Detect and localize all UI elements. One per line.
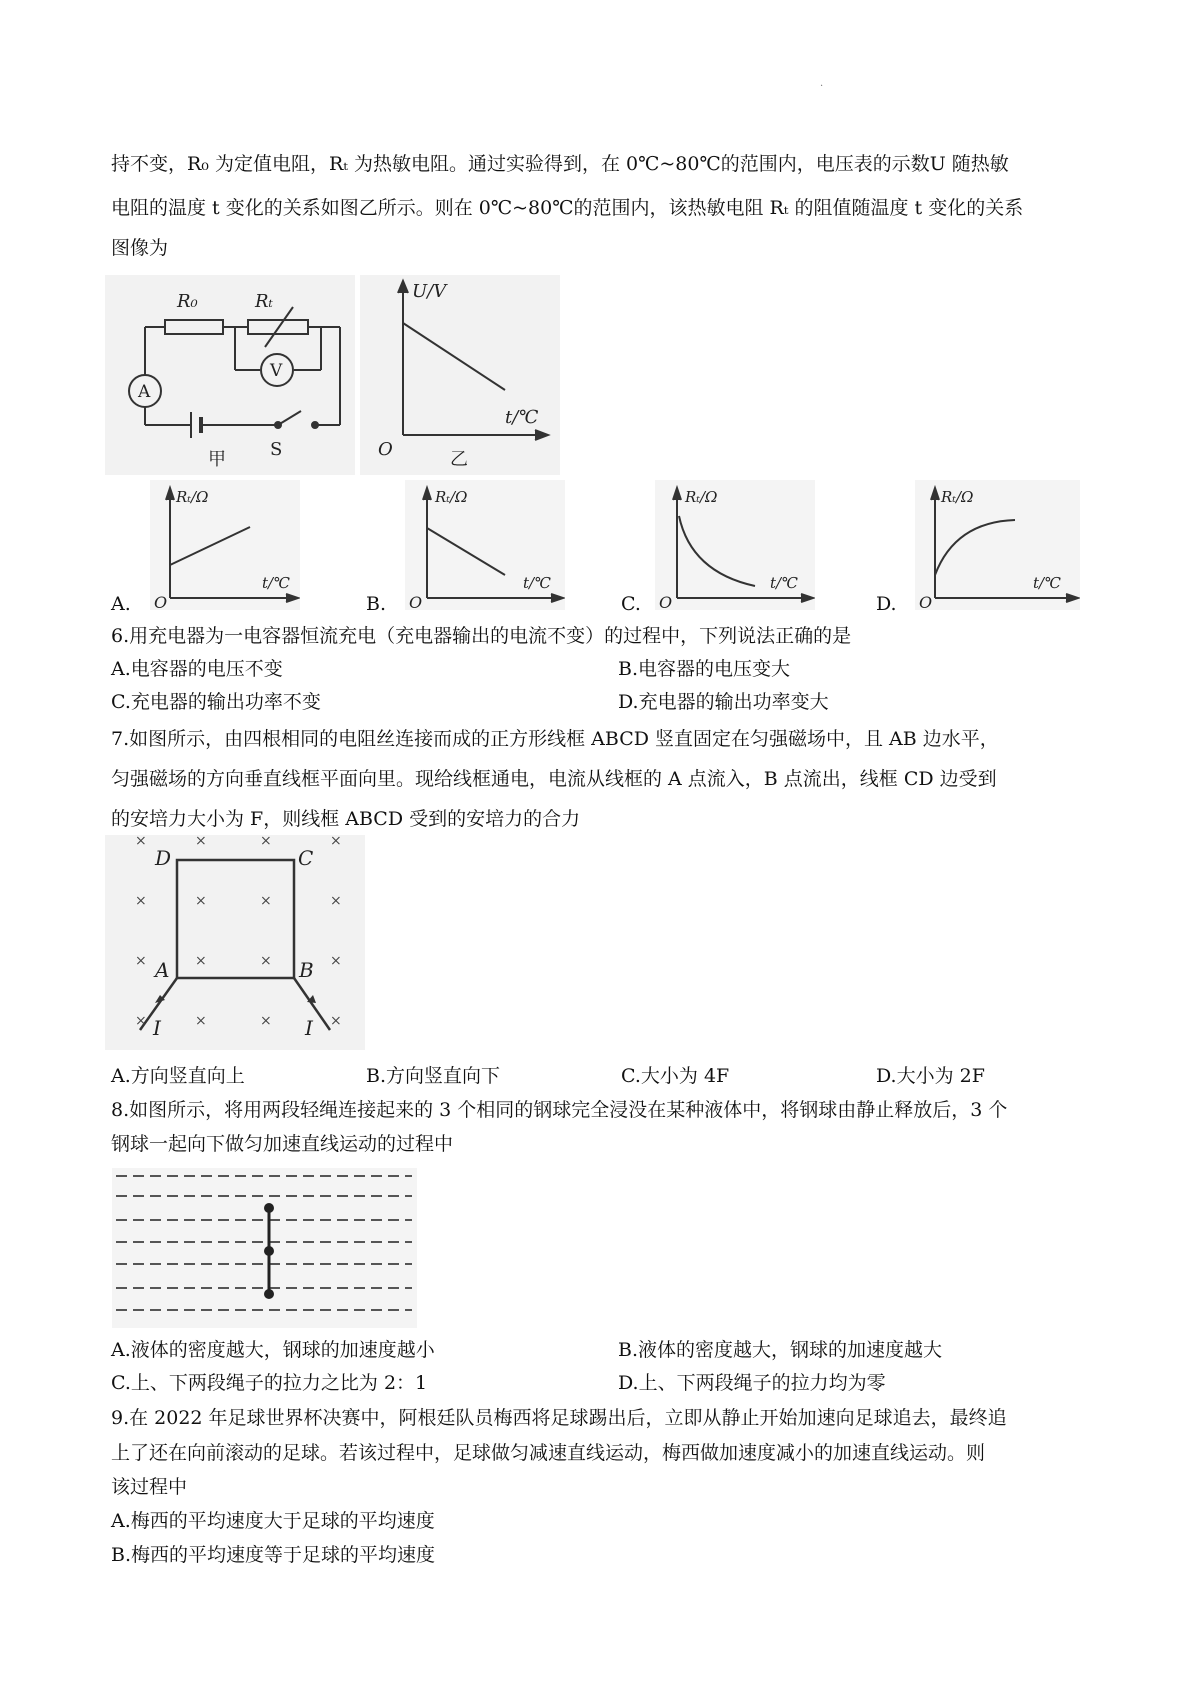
voltmeter-label: V <box>270 361 283 381</box>
r0-label: R₀ <box>177 291 198 312</box>
page-mark: . <box>820 78 824 89</box>
q5-option-a-graph <box>150 480 300 610</box>
q9-option-b: B.梅西的平均速度等于足球的平均速度 <box>111 1544 436 1566</box>
intro-line-1: 持不变，R₀ 为定值电阻，Rₜ 为热敏电阻。通过实验得到，在 0℃~80℃的范围内，电压表的示数U 随热敏 <box>111 153 1009 175</box>
q5-b-ylabel: Rₜ/Ω <box>435 488 468 506</box>
q6-option-b: B.电容器的电压变大 <box>618 658 791 680</box>
q5-c-ylabel: Rₜ/Ω <box>685 488 718 506</box>
cross-mark: × <box>195 835 207 849</box>
q8-liquid-balls-figure <box>112 1168 417 1328</box>
q5-a-origin: O <box>154 593 168 610</box>
ammeter-label: A <box>138 382 151 402</box>
q5-option-d-graph <box>915 480 1080 610</box>
q5-b-xlabel: t/℃ <box>523 574 551 592</box>
q5-c-origin: O <box>659 593 673 610</box>
q8-option-c: C.上、下两段绳子的拉力之比为 2：1 <box>111 1372 428 1394</box>
q7-option-a: A.方向竖直向上 <box>111 1065 245 1087</box>
cross-mark: × <box>195 893 207 909</box>
rt-label: Rₜ <box>255 291 273 312</box>
q6-option-c: C.充电器的输出功率不变 <box>111 691 321 713</box>
q6-option-a: A.电容器的电压不变 <box>111 658 283 680</box>
cross-mark: × <box>260 1013 272 1029</box>
u-t-graph-figure <box>360 275 560 475</box>
cross-mark: × <box>330 835 342 849</box>
graph-xlabel: t/℃ <box>505 407 539 428</box>
q9-stem-2: 上了还在向前滚动的足球。若该过程中，足球做匀减速直线运动，梅西做加速度减小的加速直线运动。则 <box>111 1442 986 1464</box>
q5-c-xlabel: t/℃ <box>770 574 798 592</box>
cross-mark: × <box>330 953 342 969</box>
q8-stem-1: 8.如图所示，将用两段轻绳连接起来的 3 个相同的钢球完全浸没在某种液体中，将钢球由静止释放后，3 个 <box>111 1099 1008 1121</box>
q7-option-c: C.大小为 4F <box>621 1065 730 1087</box>
q7-option-b: B.方向竖直向下 <box>366 1065 501 1087</box>
q7-option-d: D.大小为 2F <box>876 1065 985 1087</box>
q5-option-b-letter: B. <box>366 593 387 615</box>
q6-option-d: D.充电器的输出功率变大 <box>618 691 829 713</box>
q9-stem-3: 该过程中 <box>111 1476 188 1498</box>
steel-ball-middle <box>264 1246 274 1256</box>
circuit-figure <box>105 275 355 475</box>
cross-mark: × <box>135 1013 147 1029</box>
q5-a-xlabel: t/℃ <box>262 574 290 592</box>
q5-option-c-letter: C. <box>621 593 641 615</box>
q8-option-b: B.液体的密度越大，钢球的加速度越大 <box>618 1339 943 1361</box>
q5-option-a-letter: A. <box>111 593 131 615</box>
vertex-c-label: C <box>298 846 314 870</box>
q8-option-d: D.上、下两段绳子的拉力均为零 <box>618 1372 886 1394</box>
q5-d-ylabel: Rₜ/Ω <box>941 488 974 506</box>
q5-a-ylabel: Rₜ/Ω <box>176 488 209 506</box>
vertex-d-label: D <box>155 846 172 870</box>
q5-option-c-graph <box>655 480 815 610</box>
switch-label: S <box>270 439 283 460</box>
q5-d-xlabel: t/℃ <box>1033 574 1061 592</box>
q5-d-origin: O <box>919 593 933 610</box>
circuit-caption: 甲 <box>208 449 226 470</box>
q7-stem-2: 匀强磁场的方向垂直线框平面向里。现给线框通电，电流从线框的 A 点流入，B 点流出，线框 CD 边受到 <box>111 768 997 790</box>
current-in-label: I <box>153 1016 161 1040</box>
cross-mark: × <box>260 953 272 969</box>
steel-ball-bottom <box>264 1289 274 1299</box>
cross-mark: × <box>135 893 147 909</box>
q9-stem-1: 9.在 2022 年足球世界杯决赛中，阿根廷队员梅西将足球踢出后，立即从静止开始加速向足球追去，最终追 <box>111 1407 1007 1429</box>
q8-stem-2: 钢球一起向下做匀加速直线运动的过程中 <box>111 1133 454 1155</box>
cross-mark: × <box>330 1013 342 1029</box>
cross-mark: × <box>260 835 272 849</box>
q7-stem-1: 7.如图所示，由四根相同的电阻丝连接而成的正方形线框 ABCD 竖直固定在匀强磁场中，且 AB 边水平， <box>111 728 999 750</box>
q5-option-b-graph <box>405 480 565 610</box>
graph-ylabel: U/V <box>412 281 447 302</box>
q5-option-d-letter: D. <box>876 593 897 615</box>
cross-mark: × <box>260 893 272 909</box>
cross-mark: × <box>135 835 147 849</box>
current-out-label: I <box>305 1016 313 1040</box>
cross-mark: × <box>135 953 147 969</box>
cross-mark: × <box>195 953 207 969</box>
q7-stem-3: 的安培力大小为 F，则线框 ABCD 受到的安培力的合力 <box>111 808 581 830</box>
cross-mark: × <box>330 893 342 909</box>
graph-origin: O <box>378 439 393 460</box>
vertex-a-label: A <box>155 958 170 982</box>
vertex-b-label: B <box>299 958 314 982</box>
q9-option-a: A.梅西的平均速度大于足球的平均速度 <box>111 1510 435 1532</box>
intro-line-3: 图像为 <box>111 237 169 259</box>
q5-b-origin: O <box>409 593 423 610</box>
q8-option-a: A.液体的密度越大，钢球的加速度越小 <box>111 1339 435 1361</box>
cross-mark: × <box>195 1013 207 1029</box>
q6-stem: 6.用充电器为一电容器恒流充电（充电器输出的电流不变）的过程中，下列说法正确的是 <box>111 625 852 647</box>
graph-caption: 乙 <box>450 449 468 470</box>
q7-square-frame-figure <box>105 835 365 1050</box>
intro-line-2: 电阻的温度 t 变化的关系如图乙所示。则在 0℃~80℃的范围内，该热敏电阻 Rₜ 的阻值随温度 t 变化的关系 <box>111 197 1024 219</box>
steel-ball-top <box>264 1203 274 1213</box>
